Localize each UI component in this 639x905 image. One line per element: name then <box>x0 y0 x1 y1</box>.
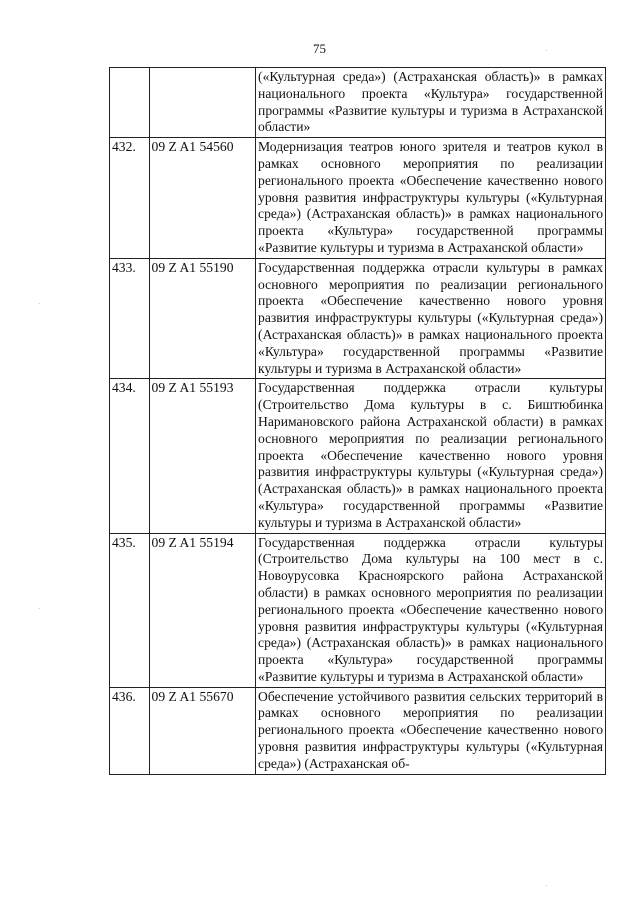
scan-speck: · <box>38 300 41 308</box>
scan-speck: · <box>545 47 548 55</box>
row-number: 434. <box>110 379 150 533</box>
row-number: 432. <box>110 138 150 259</box>
table-row <box>110 533 606 687</box>
row-description: Обеспечение устойчивого развития сельских территорий в рамках основного мероприятия по реализации регионального проекта «Обеспечение качественно нового уровня развития инфраструктуры культуры («Культурная среда») (Астраханская об- <box>256 687 606 774</box>
classification-code: 09 Z A1 55194 <box>149 533 256 687</box>
row-description: Государственная поддержка отрасли культуры (Строительство Дома культуры в с. Биштюбинка Наримановского района Астраханской области) в рамках основного мероприятия по реализации регионального проекта «Обеспечение качественно нового уровня развития инфраструктуры культуры («Культурная среда») (Астраханская область)» в рамках национального проекта «Культура» государственной программы «Развитие культуры и туризма в Астраханской области» <box>256 379 606 533</box>
row-description: Модернизация театров юного зрителя и театров кукол в рамках основного мероприятия по реализации регионального проекта «Обеспечение качественно нового уровня развития инфраструктуры культуры («Культурная среда») (Астраханская область)» в рамках национального проекта «Культура» государственной программы «Развитие культуры и туризма в Астраханской области» <box>256 138 606 259</box>
table-row <box>110 138 606 259</box>
classification-code: 09 Z A1 55190 <box>149 258 256 379</box>
table-row <box>110 687 606 774</box>
row-description: Государственная поддержка отрасли культуры (Строительство Дома культуры на 100 мест в с. Новоурусовка Красноярского района Астраханской области) в рамках основного мероприятия по реализации регионального проекта «Обеспечение качественно нового уровня развития инфраструктуры культуры («Культурная среда») (Астраханская область)» в рамках национального проекта «Культура» государственной программы «Развитие культуры и туризма в Астраханской области» <box>256 533 606 687</box>
classification-code <box>149 68 256 138</box>
row-number: 436. <box>110 687 150 774</box>
scan-speck: · <box>545 882 548 890</box>
row-number: 435. <box>110 533 150 687</box>
classification-code: 09 Z A1 55670 <box>149 687 256 774</box>
table-row <box>110 379 606 533</box>
page-number: 75 <box>313 41 326 56</box>
classification-code: 09 Z A1 54560 <box>149 138 256 259</box>
budget-classification-table <box>109 67 606 775</box>
scan-speck: · <box>38 605 41 613</box>
row-number <box>110 68 150 138</box>
table-row <box>110 68 606 138</box>
row-number: 433. <box>110 258 150 379</box>
row-description: Государственная поддержка отрасли культуры в рамках основного мероприятия по реализации регионального проекта «Обеспечение качественно нового уровня развития инфраструктуры культуры («Культурная среда») (Астраханская область)» в рамках национального проекта «Культура» государственной программы «Развитие культуры и туризма в Астраханской области» <box>256 258 606 379</box>
table-row <box>110 258 606 379</box>
classification-code: 09 Z A1 55193 <box>149 379 256 533</box>
row-description: («Культурная среда») (Астраханская область)» в рамках национального проекта «Культура» государственной программы «Развитие культуры и туризма в Астраханской области» <box>256 68 606 138</box>
